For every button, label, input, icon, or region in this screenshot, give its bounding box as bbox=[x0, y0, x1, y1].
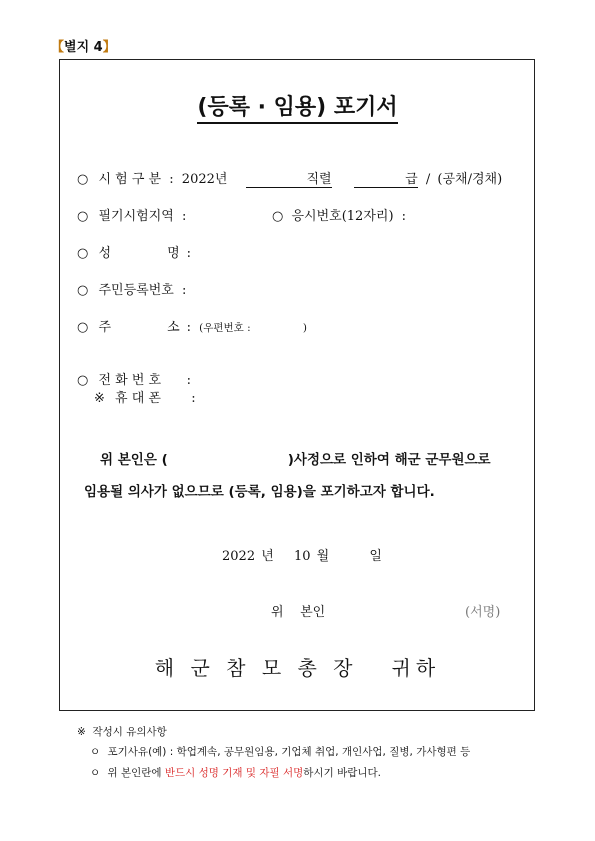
category-year: 2022년 bbox=[181, 172, 228, 187]
region-row bbox=[77, 205, 186, 224]
colon: : bbox=[186, 373, 192, 388]
colon: : bbox=[181, 209, 187, 224]
name-row bbox=[77, 242, 191, 261]
statement-part-b: )사정으로 인하여 해군 군무원으로 bbox=[287, 452, 491, 468]
address-label: 주 소 bbox=[98, 320, 180, 335]
signer-label: 위 본인 bbox=[271, 605, 326, 620]
note-item-2 bbox=[90, 765, 381, 780]
rrn-label: 주민등록번호 bbox=[98, 283, 174, 298]
reference-mark-icon: ※ bbox=[94, 391, 105, 406]
note-item-1-text: 포기사유(예) : 학업계속, 공무원임용, 기업체 취업, 개인사업, 질병, 가사형편 등 bbox=[107, 746, 471, 758]
date-month-unit: 월 bbox=[316, 549, 330, 564]
statement-part-a: 위 본인은 ( bbox=[100, 452, 168, 468]
category-row bbox=[77, 168, 502, 188]
statement-line-2: 임용될 의사가 없으므로 (등록, 임용)을 포기하고자 합니다. bbox=[84, 484, 435, 500]
colon: : bbox=[191, 391, 196, 406]
mobile-row bbox=[94, 387, 196, 406]
date-year-unit: 년 bbox=[261, 549, 274, 564]
bullet-icon: ○ bbox=[77, 246, 89, 261]
colon: : bbox=[401, 209, 407, 224]
slash: / bbox=[425, 172, 431, 187]
annex-bracket-close: 】 bbox=[102, 40, 116, 55]
phone-label: 전 화 번 호 bbox=[98, 373, 162, 388]
name-label: 성 명 bbox=[98, 246, 180, 261]
mobile-label: 휴 대 폰 bbox=[115, 391, 161, 406]
bullet-icon: ㅇ bbox=[90, 746, 101, 758]
bullet-icon: ○ bbox=[77, 283, 89, 298]
grade-field[interactable]: 급 bbox=[354, 168, 418, 188]
category-label: 시 험 구 분 bbox=[98, 172, 162, 187]
rrn-row bbox=[77, 279, 186, 298]
postal-close: ) bbox=[302, 322, 307, 334]
bullet-icon: ○ bbox=[272, 209, 284, 224]
statement-line-1 bbox=[100, 448, 491, 468]
addressee: 해 군 참 모 총 장 귀하 bbox=[154, 656, 441, 680]
colon: : bbox=[186, 320, 192, 335]
form-title: (등록 · 임용) 포기서 bbox=[0, 90, 595, 121]
exam-no-label: 응시번호(12자리) bbox=[291, 209, 394, 224]
colon: : bbox=[181, 283, 187, 298]
date-line bbox=[222, 545, 382, 564]
postal-label: (우편번호 : bbox=[199, 322, 251, 334]
annex-bracket-open: 【 bbox=[51, 40, 65, 55]
annex-label bbox=[51, 36, 116, 55]
category-type: (공채/경채) bbox=[437, 172, 503, 187]
notes-heading: ※ 작성시 유의사항 bbox=[77, 726, 167, 738]
bullet-icon: ㅇ bbox=[90, 767, 101, 779]
note-item-1 bbox=[90, 744, 470, 759]
annex-text: 별지 4 bbox=[64, 40, 103, 55]
colon: : bbox=[186, 246, 192, 261]
address-row bbox=[77, 316, 307, 335]
note-item-2-pre: 위 본인란에 bbox=[107, 767, 165, 779]
series-field[interactable]: 직렬 bbox=[246, 168, 332, 188]
bullet-icon: ○ bbox=[77, 320, 89, 335]
colon: : bbox=[169, 172, 174, 187]
date-day-unit: 일 bbox=[369, 549, 382, 564]
exam-no-row bbox=[272, 205, 406, 224]
bullet-icon: ○ bbox=[77, 209, 89, 224]
note-item-2-post: 하시기 바랍니다. bbox=[303, 767, 381, 779]
note-item-2-highlight: 반드시 성명 기재 및 자필 서명 bbox=[164, 767, 304, 779]
signature-field[interactable]: (서명) bbox=[465, 605, 501, 620]
region-label: 필기시험지역 bbox=[98, 209, 174, 224]
bullet-icon: ○ bbox=[77, 373, 89, 388]
bullet-icon: ○ bbox=[77, 172, 89, 187]
date-year: 2022 bbox=[222, 549, 256, 564]
date-month: 10 bbox=[293, 549, 311, 564]
phone-row bbox=[77, 369, 191, 388]
